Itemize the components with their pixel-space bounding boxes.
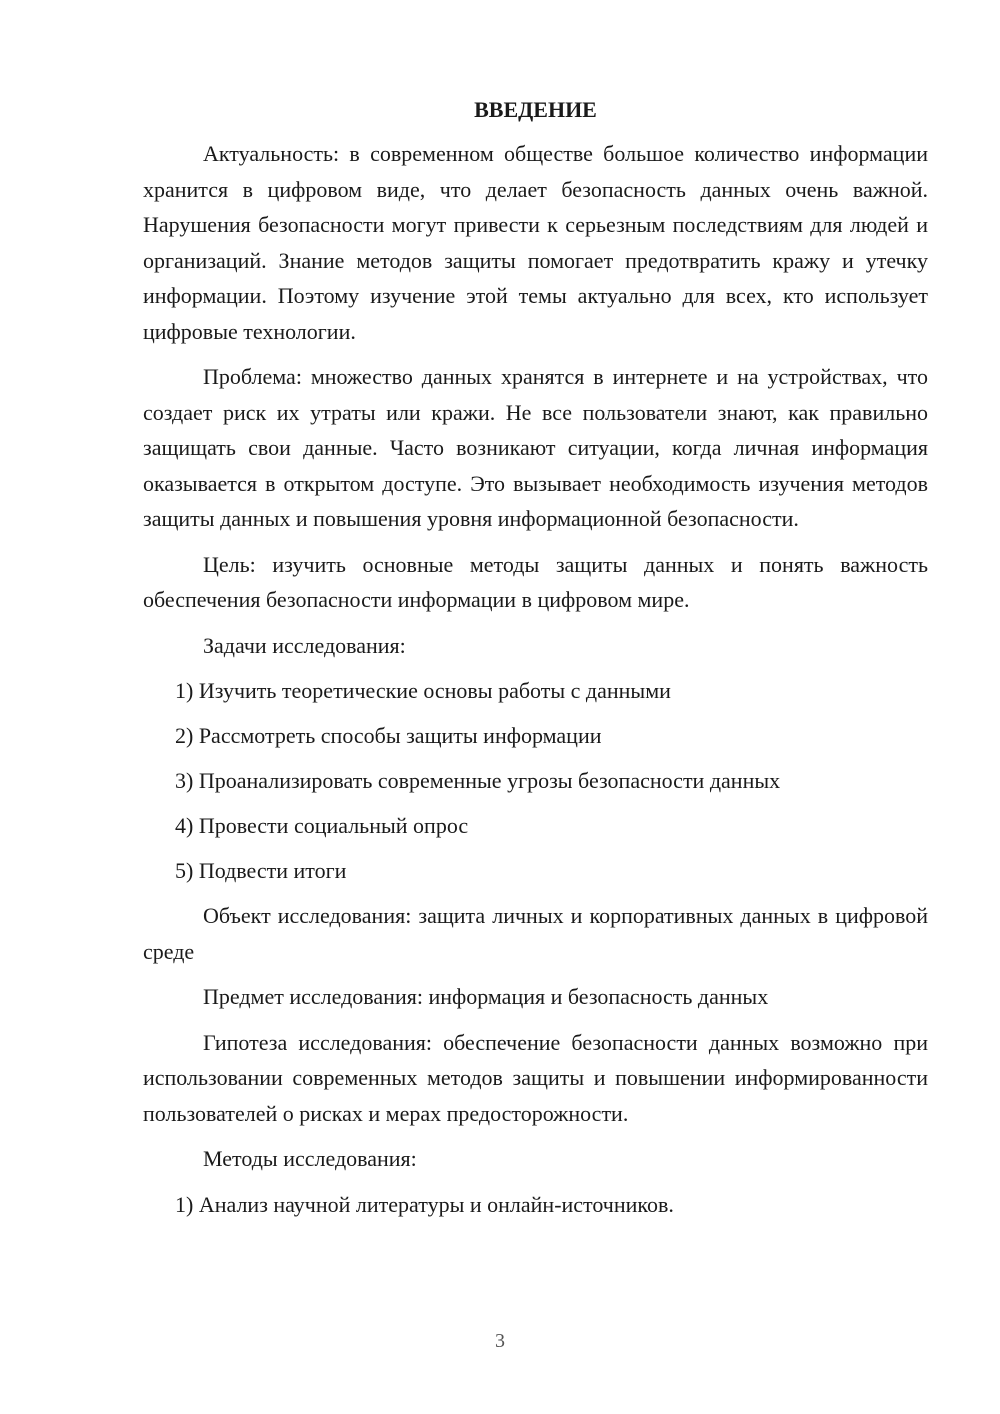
methods-heading: Методы исследования: (203, 1146, 417, 1171)
paragraph-subject: Предмет исследования: информация и безопасность данных (203, 984, 769, 1009)
paragraph-object: Объект исследования: защита личных и корпоративных данных в цифровой среде (143, 903, 928, 964)
paragraph-problem: Проблема: множество данных хранятся в интернете и на устройствах, что создает риск их утраты или кражи. Не все пользователи знают, как правильно защищать свои данные. Часто возникают ситуации, когда личная информация оказывается в открытом доступе. Это вызывает необходимость изучения методов защиты данных и повышения уровня информационной безопасности. (143, 364, 928, 531)
page-title: ВВЕДЕНИЕ (474, 97, 597, 122)
tasks-heading: Задачи исследования: (203, 632, 406, 658)
paragraph-hypothesis: Гипотеза исследования: обеспечение безопасности данных возможно при использовании современных методов защиты и повышении информированности пользователей о рисках и мерах предосторожности. (143, 1029, 928, 1126)
list-item: 4) Провести социальный опрос (175, 813, 469, 838)
list-item: 1) Анализ научной литературы и онлайн-источников. (175, 1191, 674, 1217)
paragraph-relevance: Актуальность: в современном обществе большое количество информации хранится в цифровом виде, что делает безопасность данных очень важной. Нарушения безопасности могут привести к серьезным последствиям для людей и организаций. Знание методов защиты помогает предотвратить кражу и утечку информации. Поэтому изучение этой темы актуально для всех, кто использует цифровые технологии. (143, 141, 928, 344)
list-item: 2) Рассмотреть способы защиты информации (175, 723, 602, 748)
list-item: 1) Изучить теоретические основы работы с данными (175, 678, 671, 703)
list-item: 5) Подвести итоги (175, 858, 347, 883)
page-number: 3 (495, 1330, 505, 1352)
list-item: 3) Проанализировать современные угрозы безопасности данных (175, 768, 781, 793)
paragraph-goal: Цель: изучить основные методы защиты данных и понять важность обеспечения безопасности информации в цифровом мире. (143, 551, 928, 612)
